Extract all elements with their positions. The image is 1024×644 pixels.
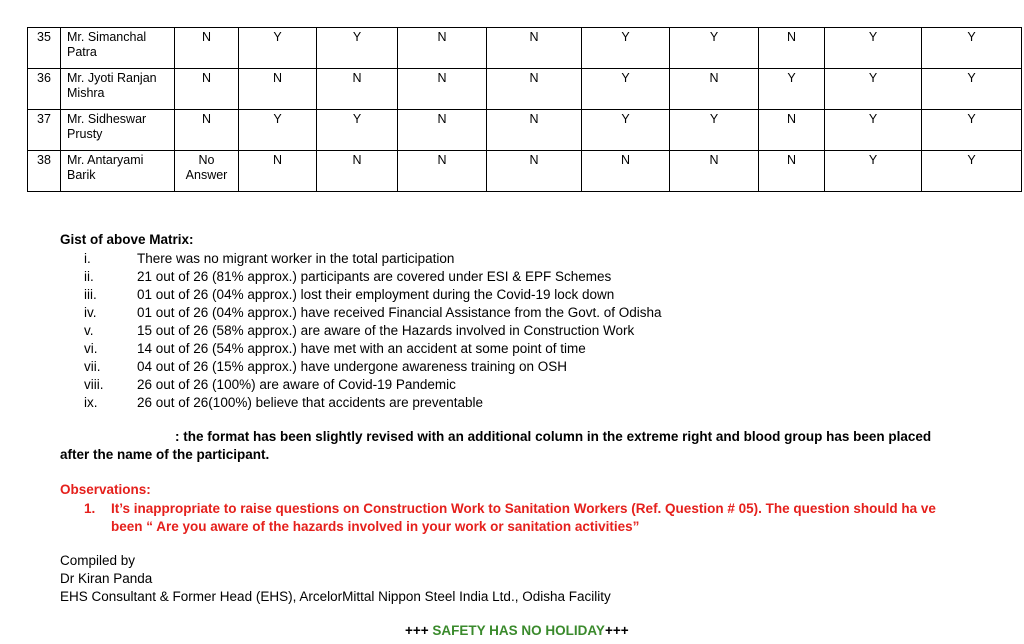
response-cell: [487, 28, 582, 69]
response-cell: [670, 28, 759, 69]
observation-number: 1.: [84, 501, 96, 516]
format-note-line-2: after the name of the participant.: [60, 447, 270, 462]
response-value: N: [352, 71, 362, 85]
participant-name-line: Prusty: [67, 127, 103, 141]
gist-item-numeral: vi.: [84, 341, 98, 356]
response-cell: [582, 110, 670, 151]
response-value: Y: [967, 153, 976, 167]
gist-item-text: 01 out of 26 (04% approx.) lost their employment during the Covid-19 lock down: [137, 287, 615, 302]
response-value: N: [437, 153, 447, 167]
response-cell: [175, 110, 239, 151]
response-value: N: [529, 153, 539, 167]
response-cell: [239, 28, 317, 69]
response-value: Y: [352, 112, 362, 126]
response-cell: [317, 28, 398, 69]
response-cell: [239, 151, 317, 192]
list-item: [60, 268, 662, 286]
list-item: [60, 304, 662, 322]
participant-name-line: Mr. Simanchal: [67, 30, 147, 44]
response-cell: [582, 69, 670, 110]
response-cell: [317, 69, 398, 110]
gist-item-numeral: viii.: [84, 377, 104, 392]
response-value: Y: [967, 71, 976, 85]
gist-item-text: 01 out of 26 (04% approx.) have received Financial Assistance from the Govt. of Odisha: [137, 305, 662, 320]
response-cell: [239, 69, 317, 110]
response-cell: [922, 28, 1022, 69]
list-item: [60, 376, 662, 394]
response-value: N: [201, 112, 212, 126]
observation-line-2: been “ Are you aware of the hazards involved in your work or sanitation activities”: [111, 519, 640, 534]
response-value: N: [709, 71, 719, 85]
response-cell: [487, 69, 582, 110]
gist-item-numeral: iii.: [84, 287, 97, 302]
list-item: [60, 322, 662, 340]
response-cell: [825, 110, 922, 151]
response-value: Y: [273, 112, 282, 126]
response-value: Y: [273, 30, 282, 44]
response-value: N: [529, 30, 539, 44]
participant-number-cell: 38: [28, 151, 61, 192]
gist-item-numeral: i.: [84, 251, 91, 266]
response-cell: [239, 110, 317, 151]
response-value: N: [786, 112, 797, 126]
response-cell: [825, 151, 922, 192]
participant-number-cell: 35: [28, 28, 61, 69]
gist-item-numeral: vii.: [84, 359, 101, 374]
gist-item-numeral: ix.: [84, 395, 98, 410]
gist-title: Gist of above Matrix:: [60, 232, 194, 247]
response-cell: [582, 28, 670, 69]
response-value: Y: [621, 112, 630, 126]
response-cell: [670, 110, 759, 151]
observation-line-1: It’s inappropriate to raise questions on Construction Work to Sanitation Workers (Ref. Question # 05). The question should ha ve: [111, 501, 936, 516]
response-value: N: [352, 153, 362, 167]
response-value: N: [201, 30, 212, 44]
observations-title: Observations:: [60, 482, 151, 497]
participant-name-line: Mr. Jyoti Ranjan: [67, 71, 157, 85]
participant-name-cell: [61, 110, 175, 151]
participant-name-cell: [61, 69, 175, 110]
response-cell: [825, 28, 922, 69]
response-value: No: [198, 153, 215, 167]
response-value: N: [529, 71, 539, 85]
response-value: Y: [967, 30, 976, 44]
response-value: Y: [709, 30, 719, 44]
response-value: N: [529, 112, 539, 126]
response-cell: [582, 151, 670, 192]
response-value: Y: [787, 71, 796, 85]
response-cell: [487, 110, 582, 151]
response-cell: [922, 151, 1022, 192]
compiled-by-block: [60, 552, 611, 606]
gist-item-numeral: v.: [84, 323, 94, 338]
response-cell: [759, 110, 825, 151]
response-value: N: [437, 112, 447, 126]
participant-name-line: Mr. Antaryami: [67, 153, 144, 167]
response-value: N: [437, 71, 447, 85]
response-cell: [317, 151, 398, 192]
response-value: Y: [868, 153, 878, 167]
footer-slogan: [405, 623, 629, 638]
response-cell: [398, 151, 487, 192]
list-item: [60, 340, 662, 358]
response-value: N: [437, 30, 447, 44]
gist-item-text: 26 out of 26(100%) believe that accidents are preventable: [137, 395, 483, 410]
gist-list: [60, 250, 662, 412]
participant-name-line: Mishra: [67, 86, 105, 100]
compiler-designation: EHS Consultant & Former Head (EHS), ArcelorMittal Nippon Steel India Ltd., Odisha Facility: [60, 589, 611, 604]
response-value: N: [272, 153, 283, 167]
compiled-by-label: Compiled by: [60, 553, 136, 568]
response-value: Y: [868, 112, 878, 126]
table-row: [28, 110, 1022, 151]
gist-item-text: 14 out of 26 (54% approx.) have met with an accident at some point of time: [137, 341, 586, 356]
response-cell: [922, 110, 1022, 151]
participant-matrix-table: [27, 27, 1022, 192]
response-cell: [759, 151, 825, 192]
response-cell: [175, 69, 239, 110]
response-cell: [175, 28, 239, 69]
response-cell: [922, 69, 1022, 110]
response-value: Y: [967, 112, 976, 126]
response-cell: [398, 28, 487, 69]
response-cell: [825, 69, 922, 110]
gist-item-text: 21 out of 26 (81% approx.) participants are covered under ESI & EPF Schemes: [137, 269, 612, 284]
response-value: Y: [868, 71, 878, 85]
response-value: N: [786, 153, 797, 167]
participant-name-line: Barik: [67, 168, 96, 182]
response-cell: [398, 69, 487, 110]
response-value: Answer: [185, 168, 228, 182]
response-cell: [759, 28, 825, 69]
response-value: N: [201, 71, 212, 85]
footer-slogan-text: SAFETY HAS NO HOLIDAY: [432, 623, 605, 638]
gist-item-text: 04 out of 26 (15% approx.) have undergone awareness training on OSH: [137, 359, 568, 374]
participant-number-cell: 36: [28, 69, 61, 110]
list-item: [60, 286, 662, 304]
response-value: N: [709, 153, 719, 167]
response-value: Y: [621, 30, 630, 44]
list-item: [60, 250, 662, 268]
participant-name-line: Mr. Sidheswar: [67, 112, 147, 126]
response-value: Y: [709, 112, 719, 126]
gist-item-numeral: iv.: [84, 305, 97, 320]
compiler-name: Dr Kiran Panda: [60, 571, 153, 586]
response-cell: [759, 69, 825, 110]
response-value: Y: [352, 30, 362, 44]
table-row: [28, 28, 1022, 69]
response-cell: [317, 110, 398, 151]
format-note: [60, 428, 990, 464]
response-value: Y: [621, 71, 630, 85]
table-row: [28, 151, 1022, 192]
gist-item-text: 26 out of 26 (100%) are aware of Covid-19 Pandemic: [137, 377, 456, 392]
table-row: [28, 69, 1022, 110]
format-note-line-1: : the format has been slightly revised with an additional column in the extreme right and blood group has been placed: [175, 429, 932, 444]
observation-item: [84, 500, 984, 536]
response-cell: [398, 110, 487, 151]
footer-prefix: +++: [405, 623, 433, 638]
response-cell: [487, 151, 582, 192]
response-value: N: [272, 71, 283, 85]
footer-suffix: +++: [604, 623, 629, 638]
gist-item-text: 15 out of 26 (58% approx.) are aware of the Hazards involved in Construction Work: [137, 323, 635, 338]
list-item: [60, 358, 662, 376]
response-cell: [670, 151, 759, 192]
participant-name-line: Patra: [67, 45, 97, 59]
response-cell: [670, 69, 759, 110]
list-item: [60, 394, 662, 412]
response-cell: [175, 151, 239, 192]
participant-number-cell: 37: [28, 110, 61, 151]
gist-item-numeral: ii.: [84, 269, 94, 284]
participant-name-cell: [61, 151, 175, 192]
response-value: Y: [868, 30, 878, 44]
response-value: N: [786, 30, 797, 44]
gist-item-text: There was no migrant worker in the total participation: [137, 251, 455, 266]
response-value: N: [620, 153, 631, 167]
participant-name-cell: [61, 28, 175, 69]
